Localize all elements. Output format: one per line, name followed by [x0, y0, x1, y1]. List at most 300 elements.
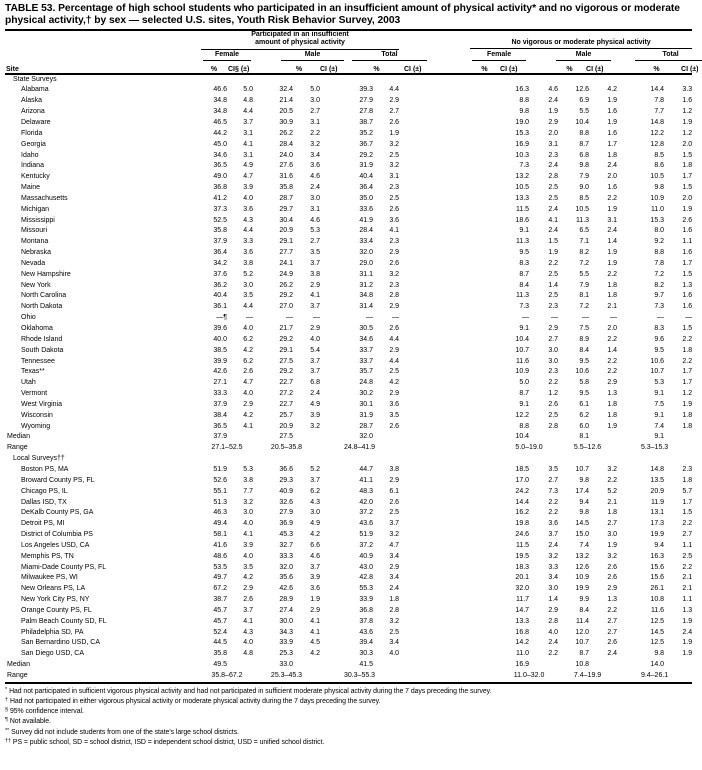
table-row [5, 291, 692, 302]
value-cell: 17.4 [575, 487, 590, 495]
value-cell: 67.2 [213, 585, 227, 593]
site-cell: Maine [21, 184, 41, 192]
ci-header [500, 61, 558, 74]
gap-cell [399, 595, 500, 606]
gap-cell [399, 400, 500, 411]
value-cell: 1.8 [607, 281, 618, 289]
row-label: Range [7, 672, 28, 679]
value-cell: 8.8 [579, 129, 590, 137]
footnote [5, 737, 698, 747]
value-cell: 2.2 [548, 509, 559, 517]
site-cell: District of Columbia PS [21, 531, 93, 539]
value-cell: 25.7 [279, 411, 293, 419]
value-cell: 4.3 [243, 216, 253, 224]
table-body [5, 74, 692, 683]
value-cell: 42.0 [359, 498, 373, 506]
value-cell: 3.2 [243, 498, 253, 506]
value-cell: 3.0 [548, 357, 559, 365]
footnote-text: 95% confidence interval. [9, 708, 84, 716]
value-cell: 4.9 [310, 520, 320, 528]
value-cell: 11.7 [515, 596, 530, 604]
value-cell: 32.7 [279, 541, 293, 549]
value-cell: 3.5 [243, 563, 253, 571]
site-cell: West Virginia [21, 400, 62, 408]
table-row [5, 628, 692, 639]
value-cell: 2.9 [243, 400, 253, 408]
value-cell: 28.7 [279, 194, 293, 202]
value-cell: 3.4 [389, 639, 400, 647]
value-cell: 7.3 [519, 162, 530, 170]
pct-label: % [210, 65, 218, 73]
value-cell: 33.9 [279, 639, 293, 647]
value-cell: 29.2 [279, 292, 293, 300]
value-cell: 3.2 [607, 465, 618, 473]
value-cell: 21.4 [279, 97, 293, 105]
value-cell: 8.5 [654, 151, 665, 159]
ci-header [586, 61, 617, 74]
value-cell: 2.9 [389, 249, 400, 257]
value-cell: 29.1 [279, 346, 293, 354]
value-cell: 9.6 [654, 335, 665, 343]
value-cell: 26.1 [650, 585, 665, 593]
value-cell: 7.3 [519, 303, 530, 311]
value-cell: 3.0 [310, 509, 320, 517]
range-value: 7.4–19.9 [573, 672, 602, 679]
median-value: 33.0 [279, 661, 293, 669]
value-cell: 35.7 [359, 368, 373, 376]
table-title: TABLE 53. Percentage of high school students who participated in an insufficient amount of physical activity* and no vigorous or moderate physical activity,† by sex — selected U.S. sites, Youth Risk Behavior Survey, 2003 [5, 3, 680, 26]
footnote-text: PS = public school, SD = school district, ISD = independent school district, USD = unified school district. [12, 738, 325, 746]
value-cell: 41.1 [359, 476, 373, 484]
group1-header [201, 30, 399, 49]
value-cell: 8.4 [579, 606, 590, 614]
value-cell: 24.9 [279, 270, 293, 278]
value-cell: 4.0 [243, 390, 253, 398]
table-row [5, 465, 692, 476]
range-value: 27.1–52.5 [211, 444, 243, 452]
range-value: 20.5–35.8 [270, 444, 303, 452]
value-cell: 36.8 [213, 184, 227, 192]
value-cell: 1.3 [607, 596, 618, 604]
value-cell: 27.9 [279, 509, 293, 517]
table-row [5, 302, 692, 313]
value-cell: 2.6 [389, 259, 400, 267]
value-cell: 15.0 [575, 531, 590, 539]
value-cell: 5.8 [579, 379, 590, 387]
value-cell: 7.2 [654, 270, 665, 278]
value-cell: 1.3 [607, 390, 618, 398]
site-cell: Missouri [21, 227, 48, 235]
value-cell: 2.5 [548, 411, 559, 419]
value-cell: 2.6 [389, 325, 400, 332]
value-cell: 37.9 [213, 238, 227, 246]
value-cell: 42.6 [279, 585, 293, 593]
value-cell: 10.4 [515, 335, 530, 343]
value-cell: 45.0 [213, 140, 227, 148]
site-cell: San Diego USD, CA [21, 650, 85, 658]
value-cell: 9.8 [579, 162, 590, 170]
value-cell: 11.6 [515, 357, 530, 365]
value-cell: 4.1 [548, 216, 559, 224]
gap-cell [399, 432, 500, 443]
value-cell: 34.8 [213, 97, 227, 105]
value-cell: 19.0 [515, 118, 530, 126]
value-cell: 38.7 [213, 596, 227, 604]
value-cell: 1.4 [607, 238, 618, 246]
value-cell: 3.4 [389, 552, 400, 560]
value-cell: 4.1 [243, 531, 253, 539]
value-cell: 1.8 [607, 400, 618, 408]
value-cell: 28.4 [359, 227, 373, 235]
value-cell: 41.9 [359, 216, 373, 224]
value-cell: 1.9 [682, 650, 693, 658]
value-cell: 3.1 [310, 118, 320, 126]
site-cell: Ohio [21, 314, 36, 322]
value-cell: 38.4 [213, 411, 227, 419]
female-label: Female [203, 50, 251, 61]
ci-empty-cell [664, 432, 692, 443]
site-cell: Wisconsin [21, 411, 53, 419]
value-cell: 9.8 [519, 108, 530, 116]
value-cell: 13.1 [650, 509, 665, 517]
value-cell: 9.5 [579, 390, 590, 398]
site-cell: Georgia [21, 140, 46, 148]
ci-empty-cell [529, 432, 558, 443]
value-cell: 2.4 [607, 227, 618, 235]
site-cell: Mississippi [21, 216, 55, 224]
value-cell: 2.2 [682, 520, 693, 528]
value-cell: 44.5 [213, 639, 227, 647]
value-cell: 8.4 [579, 346, 590, 354]
value-cell: 9.4 [579, 498, 590, 506]
value-cell: 2.4 [607, 650, 618, 658]
value-cell: 1.9 [548, 249, 559, 257]
gap-cell [399, 151, 500, 162]
value-cell: 3.7 [548, 531, 559, 539]
gap-cell [399, 389, 500, 400]
site-cell: South Dakota [21, 346, 64, 354]
site-cell: Memphis PS, TN [21, 552, 74, 560]
value-cell: 8.8 [519, 97, 530, 105]
ci-empty-cell [293, 660, 320, 671]
value-cell: 36.4 [213, 249, 227, 257]
value-cell: 8.5 [579, 194, 590, 202]
value-cell: 36.4 [359, 184, 373, 192]
value-cell: 10.6 [575, 368, 590, 376]
value-cell: 36.6 [279, 465, 293, 473]
value-cell: — [657, 314, 665, 322]
value-cell: 7.2 [579, 259, 590, 267]
gap-cell [399, 519, 500, 530]
value-cell: 5.5 [579, 108, 590, 116]
value-cell: 4.4 [243, 303, 253, 311]
value-cell: 30.4 [279, 216, 293, 224]
value-cell: 1.7 [607, 140, 618, 148]
value-cell: 2.0 [682, 140, 693, 148]
site-cell: Milwaukee PS, WI [21, 574, 78, 582]
value-cell: 2.9 [389, 97, 400, 105]
value-cell: 2.9 [389, 303, 400, 311]
value-cell: 1.2 [682, 108, 693, 116]
value-cell: 6.5 [579, 227, 590, 235]
value-cell: 9.1 [654, 390, 665, 398]
value-cell: 10.5 [515, 184, 530, 192]
value-cell: 11.5 [515, 205, 530, 213]
value-cell: 1.9 [310, 596, 320, 604]
range-value: 11.0–32.0 [513, 672, 545, 679]
table-row [5, 161, 692, 172]
gap-cell [399, 476, 500, 487]
value-cell: 3.6 [310, 585, 320, 593]
row-label: Range [7, 444, 28, 452]
value-cell: 8.4 [519, 281, 530, 289]
ci-empty-cell [227, 432, 253, 443]
value-cell: 8.7 [579, 140, 590, 148]
value-cell: 3.6 [243, 205, 253, 213]
value-cell: 2.3 [682, 465, 693, 473]
value-cell: 2.9 [243, 585, 253, 593]
value-cell: 42.6 [213, 368, 227, 376]
value-cell: 20.1 [515, 574, 530, 582]
value-cell: 25.3 [279, 650, 293, 658]
value-cell: 39.6 [213, 325, 227, 332]
value-cell: 2.2 [607, 476, 618, 484]
value-cell: 4.1 [243, 140, 253, 148]
value-cell: 1.9 [548, 108, 559, 116]
pct-label: % [566, 65, 573, 73]
value-cell: 24.6 [515, 531, 530, 539]
value-cell: 3.8 [243, 259, 253, 267]
value-cell: 19.5 [515, 552, 530, 560]
value-cell: — [366, 314, 373, 322]
value-cell: 2.2 [548, 259, 559, 267]
value-cell: 15.6 [650, 574, 665, 582]
value-cell: 29.2 [279, 335, 293, 343]
gap-cell [399, 552, 500, 563]
value-cell: 4.6 [310, 173, 320, 181]
value-cell: 4.2 [310, 650, 320, 658]
value-cell: 2.6 [548, 400, 559, 408]
value-cell: 3.1 [548, 140, 559, 148]
value-cell: 9.4 [654, 541, 665, 549]
table-row [5, 107, 692, 118]
value-cell: 2.2 [682, 357, 693, 365]
footnote-mark: § [5, 707, 8, 714]
value-cell: 8.8 [519, 422, 530, 430]
value-cell: 19.9 [650, 531, 665, 539]
value-cell: 20.9 [279, 227, 293, 235]
value-cell: 18.3 [515, 563, 530, 571]
gap-cell [399, 194, 500, 205]
value-cell: 37.8 [359, 617, 373, 625]
value-cell: 3.6 [389, 216, 400, 224]
value-cell: 32.0 [279, 563, 293, 571]
value-cell: 5.0 [310, 86, 320, 94]
site-cell: Tennessee [21, 357, 55, 365]
footnote-mark: † [5, 697, 8, 704]
value-cell: 4.8 [243, 97, 253, 105]
value-cell: 33.7 [359, 357, 373, 365]
value-cell: 36.2 [213, 281, 227, 289]
group2-total-header [617, 49, 692, 61]
table-row [5, 259, 692, 270]
value-cell: 33.3 [279, 552, 293, 560]
value-cell: 4.2 [607, 86, 618, 94]
value-cell: 11.0 [650, 205, 665, 213]
value-cell: 5.2 [243, 270, 253, 278]
value-cell: — [313, 314, 320, 322]
table-row [5, 313, 692, 324]
value-cell: 15.6 [650, 563, 665, 571]
gap-cell [399, 530, 500, 541]
gap-cell [399, 671, 500, 683]
site-cell: Michigan [21, 205, 50, 213]
value-cell: 30.2 [359, 390, 373, 398]
value-cell: 4.0 [389, 650, 400, 658]
value-cell: 2.3 [548, 368, 559, 376]
value-cell: 2.6 [389, 498, 400, 506]
value-cell: 7.5 [654, 400, 665, 408]
table-row [5, 638, 692, 649]
value-cell: 19.9 [575, 585, 590, 593]
section-heading-row [5, 74, 692, 86]
value-cell: 3.6 [548, 520, 559, 528]
value-cell: 4.4 [243, 227, 253, 235]
value-cell: 30.5 [359, 325, 373, 332]
value-cell: 4.7 [243, 173, 253, 181]
value-cell: 27.4 [279, 606, 293, 614]
value-cell: 1.8 [682, 476, 693, 484]
value-cell: 9.5 [519, 249, 530, 257]
site-cell: Massachusetts [21, 194, 68, 202]
value-cell: 2.3 [548, 303, 559, 311]
value-cell: 1.7 [682, 498, 693, 506]
value-cell: 52.5 [213, 216, 227, 224]
value-cell: 45.7 [213, 606, 227, 614]
table-row [5, 530, 692, 541]
total-label: Total [352, 50, 427, 61]
value-cell: 3.1 [310, 205, 320, 213]
value-cell: 16.3 [650, 552, 665, 560]
value-cell: 27.9 [359, 97, 373, 105]
site-cell: Texas** [21, 368, 45, 376]
footnote-text: Had not participated in sufficient vigorous physical activity and had not participated in sufficient moderate physical activity during the 7 days preceding the survey. [9, 687, 492, 695]
gap-cell [399, 259, 500, 270]
value-cell: 2.8 [389, 292, 400, 300]
value-cell: 7.8 [654, 259, 665, 267]
value-cell: 7.4 [654, 422, 665, 430]
value-cell: — [610, 314, 618, 322]
gap-cell [399, 140, 500, 151]
median-value: 49.5 [213, 661, 227, 669]
value-cell: 2.5 [548, 194, 559, 202]
range-value: 9.4–26.1 [640, 672, 669, 679]
value-cell: 5.2 [310, 465, 320, 473]
table-row [5, 389, 692, 400]
value-cell: 1.5 [682, 270, 693, 278]
row-label: Median [7, 661, 30, 669]
value-cell: 3.7 [310, 357, 320, 365]
value-cell: 1.5 [548, 238, 559, 246]
site-cell: New York [21, 281, 51, 289]
section-heading-row [5, 454, 692, 465]
value-cell: 29.3 [279, 476, 293, 484]
pct-header [617, 61, 664, 74]
value-cell: 1.8 [682, 422, 693, 430]
value-cell: 3.5 [548, 465, 559, 473]
value-cell: 35.6 [279, 574, 293, 582]
value-cell: 1.8 [682, 411, 693, 419]
value-cell: 14.4 [650, 86, 665, 94]
value-cell: 9.8 [654, 650, 665, 658]
value-cell: 9.8 [579, 476, 590, 484]
table-row [5, 487, 692, 498]
value-cell: 2.5 [389, 509, 400, 517]
median-row [5, 660, 692, 671]
value-cell: 2.2 [607, 335, 618, 343]
table-row [5, 226, 692, 237]
value-cell: 4.1 [389, 227, 400, 235]
table-row [5, 140, 692, 151]
value-cell: 11.3 [515, 292, 530, 300]
value-cell: 21.7 [279, 325, 293, 332]
value-cell: 2.0 [682, 194, 693, 202]
median-row [5, 432, 692, 443]
value-cell: 2.4 [310, 390, 320, 398]
value-cell: 7.7 [243, 487, 253, 495]
value-cell: 34.3 [279, 628, 293, 636]
value-cell: 1.5 [682, 151, 693, 159]
value-cell: 2.8 [548, 617, 559, 625]
value-cell: 27.2 [279, 390, 293, 398]
value-cell: 35.8 [279, 184, 293, 192]
value-cell: 2.3 [548, 151, 559, 159]
value-cell: 7.3 [548, 487, 559, 495]
value-cell: 41.6 [213, 541, 227, 549]
table-row [5, 573, 692, 584]
male-label: Male [556, 50, 611, 61]
value-cell: 10.5 [650, 173, 665, 181]
value-cell: 4.3 [310, 498, 320, 506]
site-cell: Nebraska [21, 249, 51, 257]
value-cell: 36.1 [213, 303, 227, 311]
group1-female-header [201, 49, 253, 61]
value-cell: 40.0 [213, 335, 227, 343]
value-cell: 5.3 [654, 379, 665, 387]
value-cell: 4.1 [310, 617, 320, 625]
value-cell: 8.8 [654, 249, 665, 257]
value-cell: 2.5 [548, 292, 559, 300]
value-cell: — [392, 314, 400, 322]
table-row [5, 205, 692, 216]
value-cell: 5.0 [519, 379, 530, 387]
value-cell: 26.2 [279, 281, 293, 289]
site-cell: Palm Beach County SD, FL [21, 617, 107, 625]
table-row [5, 411, 692, 422]
value-cell: 1.6 [682, 249, 693, 257]
table-row [5, 183, 692, 194]
value-cell: 27.8 [359, 108, 373, 116]
gap-cell [399, 161, 500, 172]
pct-label: % [295, 65, 303, 73]
value-cell: 2.4 [548, 205, 559, 213]
footnote [5, 716, 698, 726]
value-cell: 3.4 [548, 574, 559, 582]
value-cell: 1.6 [682, 227, 693, 235]
value-cell: 1.9 [607, 97, 618, 105]
gap-cell [399, 367, 500, 378]
gap-cell [399, 270, 500, 281]
